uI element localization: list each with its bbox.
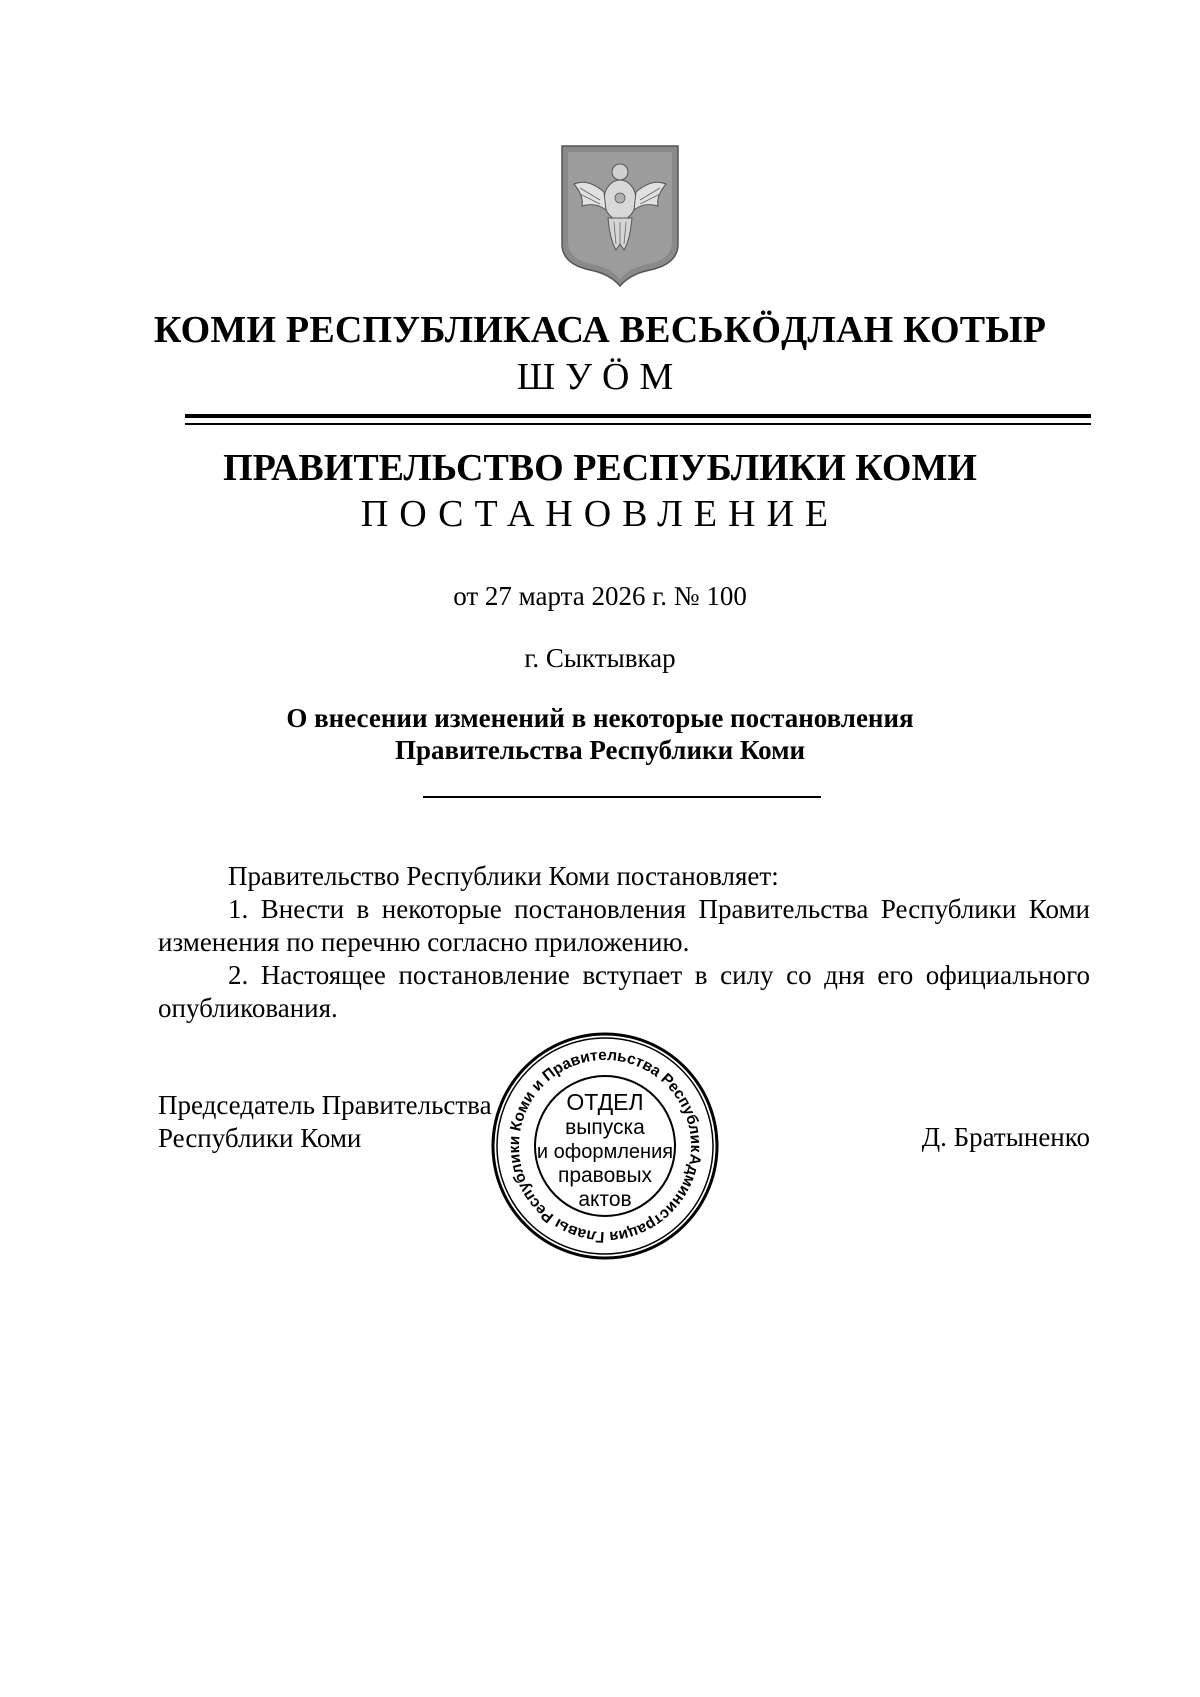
stamp-line-5: актов: [578, 1188, 632, 1211]
body-item-1: 1. Внести в некоторые постановления Правительства Республики Коми изменения по перечню согласно приложению.: [158, 894, 1090, 957]
stamp-line-2: выпуска: [565, 1116, 645, 1139]
stamp-line-3: и оформления: [536, 1141, 674, 1163]
document-city: г. Сыктывкар: [524, 643, 676, 673]
document-title: [0, 702, 1200, 766]
header-divider-thin: [185, 423, 1091, 425]
signature-position-line-2: Республики Коми: [158, 1123, 362, 1153]
signature-position-line-1: Председатель Правительства: [158, 1090, 492, 1120]
stamp-line-1: ОТДЕЛ: [566, 1089, 644, 1115]
header-divider-thick: [185, 414, 1091, 418]
header-ru-doc-type: ПОСТАНОВЛЕНИЕ: [360, 493, 840, 535]
title-underline: [423, 796, 821, 798]
stamp-line-4: правовых: [557, 1164, 653, 1187]
header-komi-doc-type: ШУӦМ: [516, 356, 684, 398]
coat-of-arms-icon: [556, 140, 684, 290]
document-date: от 27 марта 2026 г. № 100: [453, 581, 747, 611]
signature-name: Д. Братыненко: [921, 1122, 1090, 1152]
document-title-line-2: Правительства Республики Коми: [394, 735, 806, 765]
stamp-ring-text: Администрация Главы Республики Коми и Правительства Республики: [505, 1046, 705, 1246]
header-komi-title: КОМИ РЕСПУБЛИКАСА ВЕСЬКӦДЛАН КОТЫР: [153, 309, 1047, 351]
document-title-line-1: О внесении изменений в некоторые постановления: [286, 703, 914, 733]
header-ru-title: ПРАВИТЕЛЬСТВО РЕСПУБЛИКИ КОМИ: [223, 447, 977, 489]
official-stamp: [489, 1030, 721, 1262]
signature-position: [158, 1089, 492, 1155]
body-intro: Правительство Республики Коми постановляет:: [228, 861, 779, 891]
body-item-2: 2. Настоящее постановление вступает в силу со дня его официального опубликования.: [158, 960, 1090, 1023]
